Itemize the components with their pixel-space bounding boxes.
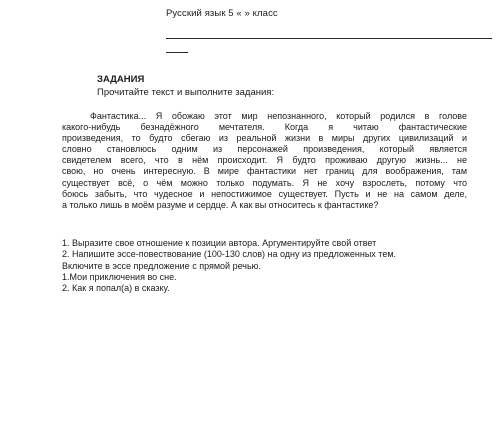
- reading-text: [62, 111, 467, 211]
- text-line: существует всё, о чём можно только подумать. Я не хочу взрослеть, потому что: [62, 177, 467, 188]
- task-item: 1.Мои приключения во сне.: [62, 271, 177, 282]
- text-line: какого-нибудь безнадёжного мечтателя. Когда я читаю фантастические: [62, 122, 467, 133]
- section-title: ЗАДАНИЯ: [97, 74, 145, 85]
- worksheet-header: Русский язык 5 « » класс: [166, 8, 278, 19]
- task-item: 2. Напишите эссе-повествование (100-130 слов) на одну из предложенных тем.: [62, 249, 397, 260]
- task-item: 2. Как я попал(а) в сказку.: [62, 283, 170, 294]
- task-item: 1. Выразите свое отношение к позиции автора. Аргументируйте свой ответ: [62, 238, 377, 248]
- task-item: Включите в эссе предложение с прямой речью.: [62, 260, 261, 271]
- text-line: а только лишь в моём разуме и сердце. А как вы относитесь к фантастике?: [62, 199, 379, 210]
- text-line: свою, но очень интересную. В мире фантастики нет границ для воображения, там: [62, 166, 467, 177]
- text-line: произведения, то будто сбегаю из реальной жизни в миры других цивилизаций и: [62, 133, 467, 144]
- name-blank-line-continued: [166, 52, 188, 53]
- name-blank-line: [166, 38, 492, 39]
- text-line: свидетелем всего, что в нём происходит. Я будто проживаю другую жизнь... не: [62, 155, 467, 166]
- text-line: боюсь забыть, что чудесное и непостижимое существует. Пусть и не на самом деле,: [62, 188, 467, 199]
- text-line: словно становлюсь одним из персонажей произведения, который является: [62, 144, 467, 155]
- text-line: Фантастика... Я обожаю этот мир непознанного, который родился в голове: [90, 111, 467, 121]
- section-instruction: Прочитайте текст и выполните задания:: [97, 87, 275, 98]
- task-list: [62, 238, 472, 294]
